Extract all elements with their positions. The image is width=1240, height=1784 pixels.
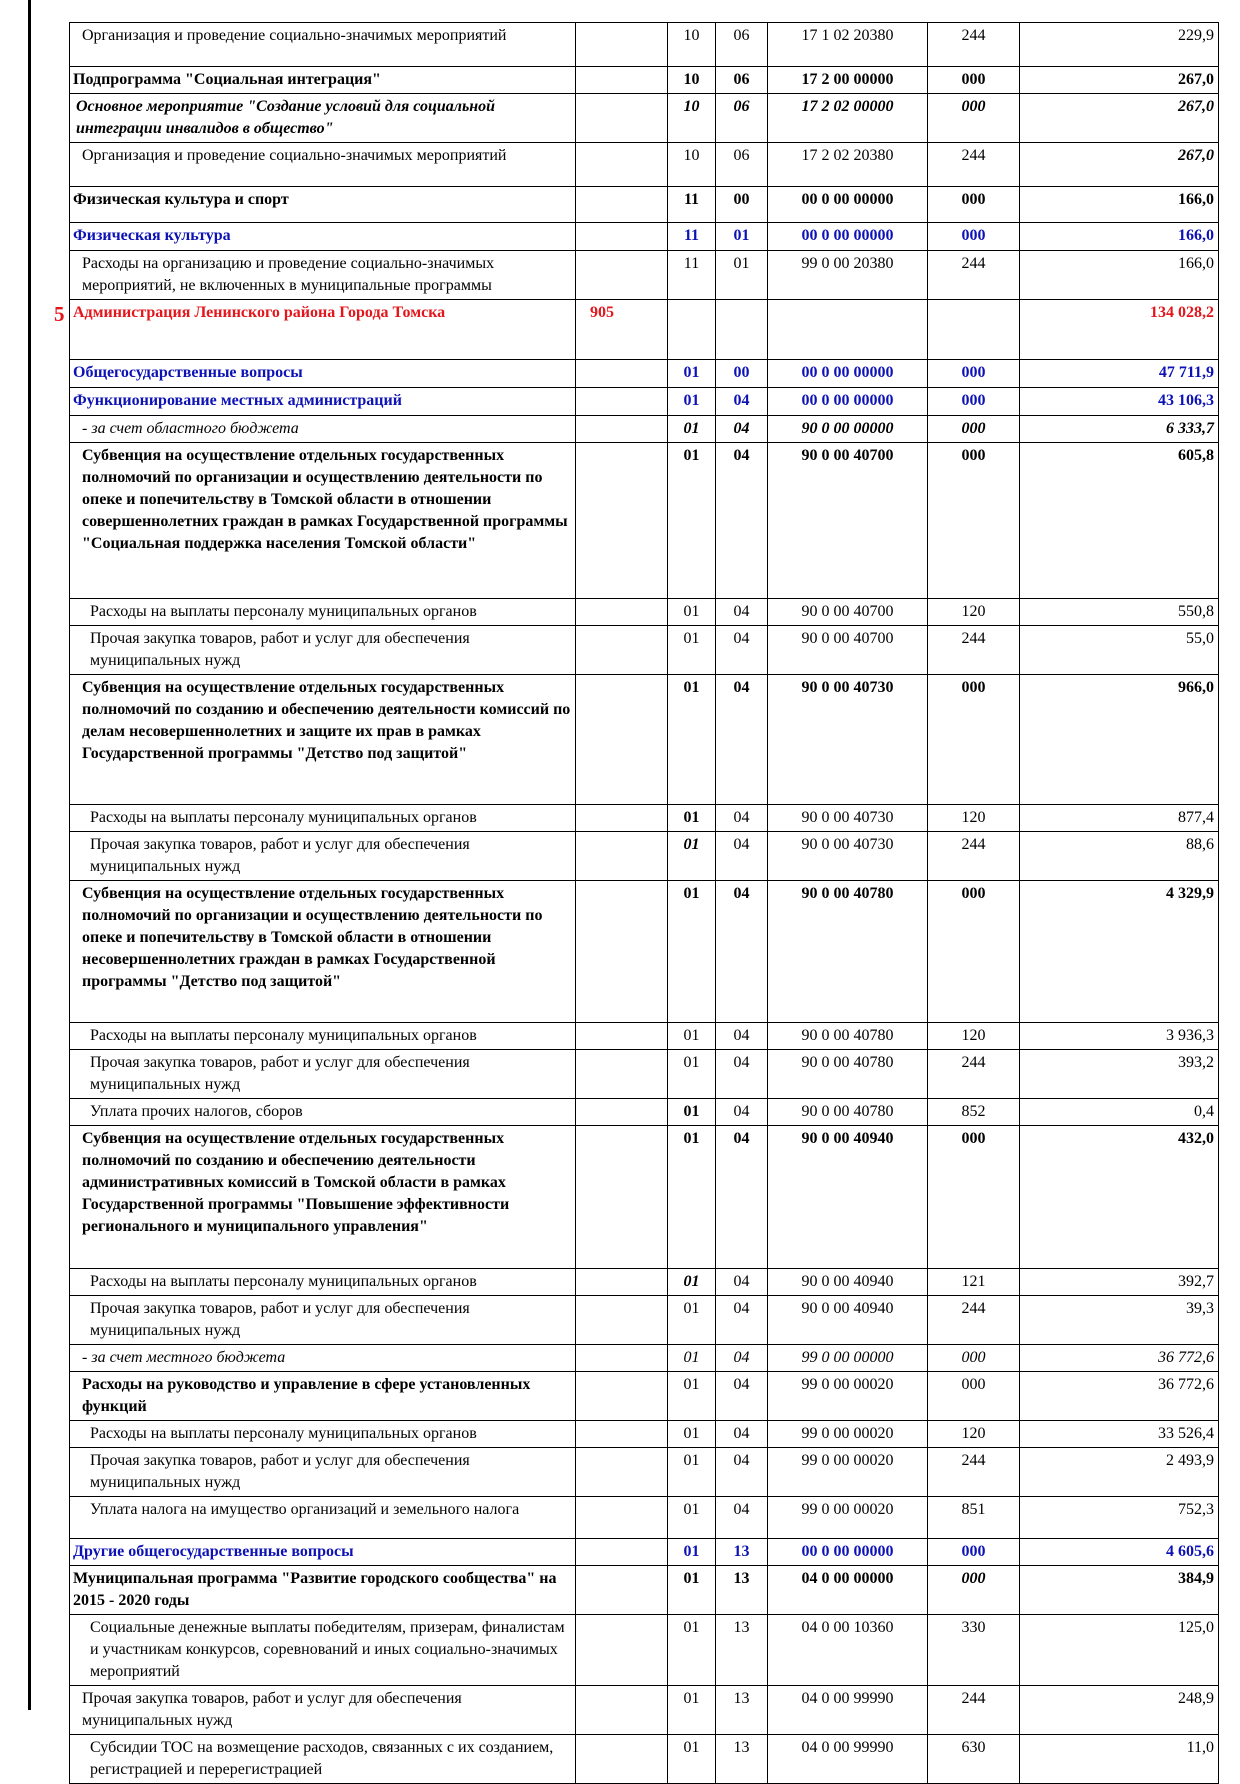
- row-name: Расходы на выплаты персоналу муниципальных органов: [70, 1023, 576, 1050]
- row-name: Социальные денежные выплаты победителям, призерам, финалистам и участникам конкурсов, соревнований и иных социально-значимых мероприятий: [70, 1615, 576, 1686]
- row-section-code: 11: [668, 187, 716, 223]
- row-vedom-code: [576, 251, 668, 300]
- row-expense-type: 120: [928, 599, 1020, 626]
- row-subsection-code: 01: [716, 223, 768, 251]
- row-section-code: 11: [668, 223, 716, 251]
- row-section-code: 11: [668, 251, 716, 300]
- table-row: [70, 1099, 1219, 1126]
- row-target-article: 90 0 00 40940: [768, 1126, 928, 1269]
- table-row: [70, 1421, 1219, 1448]
- row-vedom-code: [576, 388, 668, 416]
- row-target-article: 90 0 00 40730: [768, 675, 928, 805]
- table-row: [70, 187, 1219, 223]
- row-subsection-code: 13: [716, 1566, 768, 1615]
- row-section-code: 01: [668, 881, 716, 1023]
- row-amount: 36 772,6: [1020, 1372, 1219, 1421]
- row-section-code: 01: [668, 675, 716, 805]
- row-target-article: 00 0 00 00000: [768, 223, 928, 251]
- table-row: [70, 1686, 1219, 1735]
- row-vedom-code: [576, 1686, 668, 1735]
- row-name: Расходы на выплаты персоналу муниципальных органов: [70, 1421, 576, 1448]
- row-vedom-code: [576, 1448, 668, 1497]
- row-section-code: 01: [668, 360, 716, 388]
- row-vedom-code: [576, 143, 668, 187]
- row-expense-type: 000: [928, 360, 1020, 388]
- row-amount: 43 106,3: [1020, 388, 1219, 416]
- row-target-article: 90 0 00 40700: [768, 626, 928, 675]
- row-vedom-code: [576, 1023, 668, 1050]
- row-vedom-code: [576, 675, 668, 805]
- row-name: Организация и проведение социально-значимых мероприятий: [70, 143, 576, 187]
- row-amount: 0,4: [1020, 1099, 1219, 1126]
- row-target-article: 99 0 00 00020: [768, 1372, 928, 1421]
- row-name: - за счет местного бюджета: [70, 1345, 576, 1372]
- row-target-article: 04 0 00 99990: [768, 1735, 928, 1784]
- row-amount: 36 772,6: [1020, 1345, 1219, 1372]
- row-amount: 166,0: [1020, 251, 1219, 300]
- row-vedom-code: [576, 443, 668, 599]
- row-target-article: 00 0 00 00000: [768, 360, 928, 388]
- row-amount: 605,8: [1020, 443, 1219, 599]
- row-amount: 267,0: [1020, 143, 1219, 187]
- row-expense-type: 000: [928, 1345, 1020, 1372]
- row-target-article: 90 0 00 40780: [768, 1050, 928, 1099]
- row-subsection-code: 04: [716, 443, 768, 599]
- table-row: [70, 1050, 1219, 1099]
- row-amount: 384,9: [1020, 1566, 1219, 1615]
- row-section-code: 01: [668, 1448, 716, 1497]
- row-section-code: 01: [668, 1023, 716, 1050]
- row-target-article: 00 0 00 00000: [768, 388, 928, 416]
- row-vedom-code: [576, 1296, 668, 1345]
- row-section-code: 01: [668, 1296, 716, 1345]
- row-vedom-code: [576, 1539, 668, 1566]
- row-subsection-code: 04: [716, 1023, 768, 1050]
- row-vedom-code: [576, 1269, 668, 1296]
- row-name: Расходы на выплаты персоналу муниципальных органов: [70, 1269, 576, 1296]
- row-vedom-code: [576, 1615, 668, 1686]
- row-section-code: 10: [668, 94, 716, 143]
- row-subsection-code: 04: [716, 599, 768, 626]
- row-expense-type: 852: [928, 1099, 1020, 1126]
- row-target-article: 99 0 00 00000: [768, 1345, 928, 1372]
- row-vedom-code: [576, 94, 668, 143]
- row-expense-type: 630: [928, 1735, 1020, 1784]
- row-expense-type: 244: [928, 1686, 1020, 1735]
- row-subsection-code: 13: [716, 1686, 768, 1735]
- row-section-code: 01: [668, 1345, 716, 1372]
- row-target-article: 90 0 00 40940: [768, 1269, 928, 1296]
- row-target-article: 90 0 00 40780: [768, 1099, 928, 1126]
- row-name: Подпрограмма "Социальная интеграция": [70, 67, 576, 94]
- row-subsection-code: 04: [716, 1099, 768, 1126]
- row-expense-type: 244: [928, 626, 1020, 675]
- row-subsection-code: 04: [716, 1421, 768, 1448]
- row-subsection-code: 04: [716, 1126, 768, 1269]
- row-name: Субвенция на осуществление отдельных государственных полномочий по созданию и обеспечению деятельности административных комиссий в Томской области в рамках Государственной программы "Повышение эффективности регионального и муниципального управления": [70, 1126, 576, 1269]
- row-target-article: 90 0 00 40940: [768, 1296, 928, 1345]
- row-vedom-code: [576, 1099, 668, 1126]
- table-row: [70, 1735, 1219, 1784]
- table-row: [70, 143, 1219, 187]
- row-target-article: 04 0 00 00000: [768, 1566, 928, 1615]
- table-row: [70, 1345, 1219, 1372]
- table-row: [70, 94, 1219, 143]
- row-expense-type: 000: [928, 1372, 1020, 1421]
- row-name: Общегосударственные вопросы: [70, 360, 576, 388]
- row-vedom-code: [576, 1566, 668, 1615]
- row-target-article: 00 0 00 00000: [768, 1539, 928, 1566]
- budget-table: [69, 22, 1219, 1784]
- row-subsection-code: 04: [716, 416, 768, 443]
- row-amount: 248,9: [1020, 1686, 1219, 1735]
- row-subsection-code: [716, 300, 768, 360]
- row-expense-type: 244: [928, 143, 1020, 187]
- row-subsection-code: 04: [716, 1448, 768, 1497]
- row-target-article: 90 0 00 40780: [768, 881, 928, 1023]
- row-vedom-code: [576, 1345, 668, 1372]
- row-section-code: [668, 300, 716, 360]
- row-name: Субвенция на осуществление отдельных государственных полномочий по созданию и обеспечению деятельности комиссий по делам несовершеннолетних и защите их прав в рамках Государственной программы "Детство под защитой": [70, 675, 576, 805]
- row-vedom-code: [576, 1372, 668, 1421]
- table-row: [70, 599, 1219, 626]
- row-name: Прочая закупка товаров, работ и услуг для обеспечения муниципальных нужд: [70, 1296, 576, 1345]
- row-amount: 432,0: [1020, 1126, 1219, 1269]
- row-vedom-code: [576, 599, 668, 626]
- table-row: [70, 1269, 1219, 1296]
- row-expense-type: 000: [928, 443, 1020, 599]
- row-expense-type: 000: [928, 1566, 1020, 1615]
- row-subsection-code: 04: [716, 832, 768, 881]
- row-name: Расходы на организацию и проведение социально-значимых мероприятий, не включенных в муниципальные программы: [70, 251, 576, 300]
- row-section-code: 01: [668, 1269, 716, 1296]
- table-row: [70, 881, 1219, 1023]
- row-section-code: 01: [668, 1126, 716, 1269]
- row-target-article: 00 0 00 00000: [768, 187, 928, 223]
- row-amount: 88,6: [1020, 832, 1219, 881]
- row-section-code: 01: [668, 1372, 716, 1421]
- table-row: [70, 1497, 1219, 1539]
- row-expense-type: 120: [928, 1421, 1020, 1448]
- table-row: [70, 416, 1219, 443]
- row-name: Прочая закупка товаров, работ и услуг для обеспечения муниципальных нужд: [70, 1686, 576, 1735]
- row-target-article: 04 0 00 99990: [768, 1686, 928, 1735]
- table-row: [70, 805, 1219, 832]
- row-subsection-code: 04: [716, 1050, 768, 1099]
- row-subsection-code: 13: [716, 1615, 768, 1686]
- row-amount: 229,9: [1020, 23, 1219, 67]
- row-section-code: 01: [668, 416, 716, 443]
- row-name: Прочая закупка товаров, работ и услуг для обеспечения муниципальных нужд: [70, 626, 576, 675]
- table-row: [70, 1448, 1219, 1497]
- row-expense-type: 244: [928, 23, 1020, 67]
- row-expense-type: 000: [928, 675, 1020, 805]
- row-vedom-code: [576, 1497, 668, 1539]
- row-subsection-code: 04: [716, 675, 768, 805]
- row-subsection-code: 13: [716, 1539, 768, 1566]
- row-amount: 267,0: [1020, 94, 1219, 143]
- row-expense-type: 121: [928, 1269, 1020, 1296]
- row-target-article: 90 0 00 40730: [768, 805, 928, 832]
- table-row: [70, 1539, 1219, 1566]
- row-section-code: 01: [668, 1421, 716, 1448]
- row-amount: 134 028,2: [1020, 300, 1219, 360]
- row-section-code: 01: [668, 805, 716, 832]
- row-name: Расходы на выплаты персоналу муниципальных органов: [70, 599, 576, 626]
- row-amount: 166,0: [1020, 223, 1219, 251]
- row-vedom-code: [576, 805, 668, 832]
- row-name: Муниципальная программа "Развитие городского сообщества" на 2015 - 2020 годы: [70, 1566, 576, 1615]
- row-expense-type: 000: [928, 223, 1020, 251]
- table-row: [70, 388, 1219, 416]
- row-subsection-code: 00: [716, 187, 768, 223]
- left-margin-rule: [28, 0, 31, 1710]
- row-expense-type: 000: [928, 388, 1020, 416]
- row-target-article: 90 0 00 40730: [768, 832, 928, 881]
- table-row: [70, 1615, 1219, 1686]
- row-amount: 39,3: [1020, 1296, 1219, 1345]
- table-row: [70, 443, 1219, 599]
- row-expense-type: 000: [928, 94, 1020, 143]
- row-target-article: 17 2 02 20380: [768, 143, 928, 187]
- row-section-code: 01: [668, 1735, 716, 1784]
- row-name: Прочая закупка товаров, работ и услуг для обеспечения муниципальных нужд: [70, 1448, 576, 1497]
- row-name: Физическая культура: [70, 223, 576, 251]
- row-expense-type: 851: [928, 1497, 1020, 1539]
- row-amount: 393,2: [1020, 1050, 1219, 1099]
- row-subsection-code: 04: [716, 626, 768, 675]
- row-subsection-code: 04: [716, 881, 768, 1023]
- row-subsection-code: 06: [716, 23, 768, 67]
- table-row: [70, 251, 1219, 300]
- row-amount: 392,7: [1020, 1269, 1219, 1296]
- row-amount: 11,0: [1020, 1735, 1219, 1784]
- row-expense-type: 000: [928, 67, 1020, 94]
- row-subsection-code: 04: [716, 388, 768, 416]
- table-row: [70, 223, 1219, 251]
- table-row: [70, 300, 1219, 360]
- table-row: [70, 626, 1219, 675]
- table-row: [70, 1126, 1219, 1269]
- table-row: [70, 23, 1219, 67]
- row-amount: 166,0: [1020, 187, 1219, 223]
- row-amount: 966,0: [1020, 675, 1219, 805]
- row-amount: 47 711,9: [1020, 360, 1219, 388]
- row-amount: 6 333,7: [1020, 416, 1219, 443]
- row-subsection-code: 04: [716, 1372, 768, 1421]
- row-expense-type: 000: [928, 416, 1020, 443]
- row-name: Расходы на выплаты персоналу муниципальных органов: [70, 805, 576, 832]
- row-expense-type: 244: [928, 832, 1020, 881]
- row-vedom-code: 905: [576, 300, 668, 360]
- row-section-code: 10: [668, 143, 716, 187]
- row-expense-type: 244: [928, 1296, 1020, 1345]
- row-expense-type: 000: [928, 881, 1020, 1023]
- table-row: [70, 675, 1219, 805]
- row-target-article: 90 0 00 40780: [768, 1023, 928, 1050]
- row-expense-type: 000: [928, 187, 1020, 223]
- row-target-article: 99 0 00 00020: [768, 1421, 928, 1448]
- row-name: Расходы на руководство и управление в сфере установленных функций: [70, 1372, 576, 1421]
- row-subsection-code: 04: [716, 1345, 768, 1372]
- table-row: [70, 1023, 1219, 1050]
- row-vedom-code: [576, 416, 668, 443]
- row-name: Прочая закупка товаров, работ и услуг для обеспечения муниципальных нужд: [70, 832, 576, 881]
- row-name: Уплата прочих налогов, сборов: [70, 1099, 576, 1126]
- row-amount: 3 936,3: [1020, 1023, 1219, 1050]
- row-vedom-code: [576, 223, 668, 251]
- row-amount: 2 493,9: [1020, 1448, 1219, 1497]
- row-target-article: [768, 300, 928, 360]
- row-section-code: 01: [668, 1615, 716, 1686]
- row-vedom-code: [576, 1126, 668, 1269]
- row-section-code: 01: [668, 1686, 716, 1735]
- row-section-code: 01: [668, 1050, 716, 1099]
- row-expense-type: 330: [928, 1615, 1020, 1686]
- row-section-code: 10: [668, 67, 716, 94]
- row-section-code: 10: [668, 23, 716, 67]
- row-subsection-code: 01: [716, 251, 768, 300]
- row-target-article: 17 2 02 00000: [768, 94, 928, 143]
- row-name: Прочая закупка товаров, работ и услуг для обеспечения муниципальных нужд: [70, 1050, 576, 1099]
- row-target-article: 99 0 00 00020: [768, 1497, 928, 1539]
- row-vedom-code: [576, 832, 668, 881]
- row-amount: 4 605,6: [1020, 1539, 1219, 1566]
- row-vedom-code: [576, 1050, 668, 1099]
- row-expense-type: [928, 300, 1020, 360]
- row-target-article: 90 0 00 40700: [768, 443, 928, 599]
- row-amount: 55,0: [1020, 626, 1219, 675]
- row-section-code: 01: [668, 1566, 716, 1615]
- row-amount: 267,0: [1020, 67, 1219, 94]
- row-expense-type: 244: [928, 1050, 1020, 1099]
- row-vedom-code: [576, 23, 668, 67]
- row-section-code: 01: [668, 388, 716, 416]
- table-row: [70, 67, 1219, 94]
- row-expense-type: 244: [928, 1448, 1020, 1497]
- row-target-article: 90 0 00 40700: [768, 599, 928, 626]
- row-vedom-code: [576, 67, 668, 94]
- row-vedom-code: [576, 1735, 668, 1784]
- row-subsection-code: 00: [716, 360, 768, 388]
- row-name: - за счет областного бюджета: [70, 416, 576, 443]
- section-number: 5: [54, 302, 65, 326]
- row-expense-type: 120: [928, 805, 1020, 832]
- row-target-article: 99 0 00 20380: [768, 251, 928, 300]
- row-section-code: 01: [668, 1539, 716, 1566]
- row-vedom-code: [576, 881, 668, 1023]
- row-name: Уплата налога на имущество организаций и земельного налога: [70, 1497, 576, 1539]
- row-amount: 877,4: [1020, 805, 1219, 832]
- row-name: Администрация Ленинского района Города Томска: [70, 300, 576, 360]
- table-row: [70, 1296, 1219, 1345]
- row-amount: 125,0: [1020, 1615, 1219, 1686]
- row-amount: 550,8: [1020, 599, 1219, 626]
- row-vedom-code: [576, 360, 668, 388]
- row-name: Функционирование местных администраций: [70, 388, 576, 416]
- row-target-article: 17 2 00 00000: [768, 67, 928, 94]
- row-name: Физическая культура и спорт: [70, 187, 576, 223]
- row-subsection-code: 06: [716, 67, 768, 94]
- row-name: Основное мероприятие "Создание условий для социальной интеграции инвалидов в общество": [70, 94, 576, 143]
- row-target-article: 04 0 00 10360: [768, 1615, 928, 1686]
- table-row: [70, 1372, 1219, 1421]
- row-section-code: 01: [668, 1099, 716, 1126]
- row-subsection-code: 04: [716, 1269, 768, 1296]
- row-amount: 33 526,4: [1020, 1421, 1219, 1448]
- row-section-code: 01: [668, 443, 716, 599]
- row-target-article: 99 0 00 00020: [768, 1448, 928, 1497]
- row-expense-type: 000: [928, 1539, 1020, 1566]
- row-target-article: 90 0 00 00000: [768, 416, 928, 443]
- row-name: Субвенция на осуществление отдельных государственных полномочий по организации и осуществлению деятельности по опеке и попечительству в Томской области в отношении несовершеннолетних граждан в рамках Государственной программы "Детство под защитой": [70, 881, 576, 1023]
- row-expense-type: 000: [928, 1126, 1020, 1269]
- row-section-code: 01: [668, 599, 716, 626]
- row-name: Субсидии ТОС на возмещение расходов, связанных с их созданием, регистрацией и перерегистрацией: [70, 1735, 576, 1784]
- table-row: [70, 1566, 1219, 1615]
- row-section-code: 01: [668, 1497, 716, 1539]
- row-expense-type: 120: [928, 1023, 1020, 1050]
- table-row: [70, 360, 1219, 388]
- row-subsection-code: 13: [716, 1735, 768, 1784]
- row-subsection-code: 04: [716, 805, 768, 832]
- row-section-code: 01: [668, 832, 716, 881]
- row-subsection-code: 04: [716, 1296, 768, 1345]
- row-expense-type: 244: [928, 251, 1020, 300]
- row-name: Другие общегосударственные вопросы: [70, 1539, 576, 1566]
- row-amount: 4 329,9: [1020, 881, 1219, 1023]
- row-vedom-code: [576, 626, 668, 675]
- row-vedom-code: [576, 1421, 668, 1448]
- row-subsection-code: 04: [716, 1497, 768, 1539]
- row-amount: 752,3: [1020, 1497, 1219, 1539]
- row-section-code: 01: [668, 626, 716, 675]
- row-name: Субвенция на осуществление отдельных государственных полномочий по организации и осуществлению деятельности по опеке и попечительству в Томской области в отношении совершеннолетних граждан в рамках Государственной программы "Социальная поддержка населения Томской области": [70, 443, 576, 599]
- row-target-article: 17 1 02 20380: [768, 23, 928, 67]
- row-name: Организация и проведение социально-значимых мероприятий: [70, 23, 576, 67]
- row-subsection-code: 06: [716, 94, 768, 143]
- row-subsection-code: 06: [716, 143, 768, 187]
- row-vedom-code: [576, 187, 668, 223]
- table-row: [70, 832, 1219, 881]
